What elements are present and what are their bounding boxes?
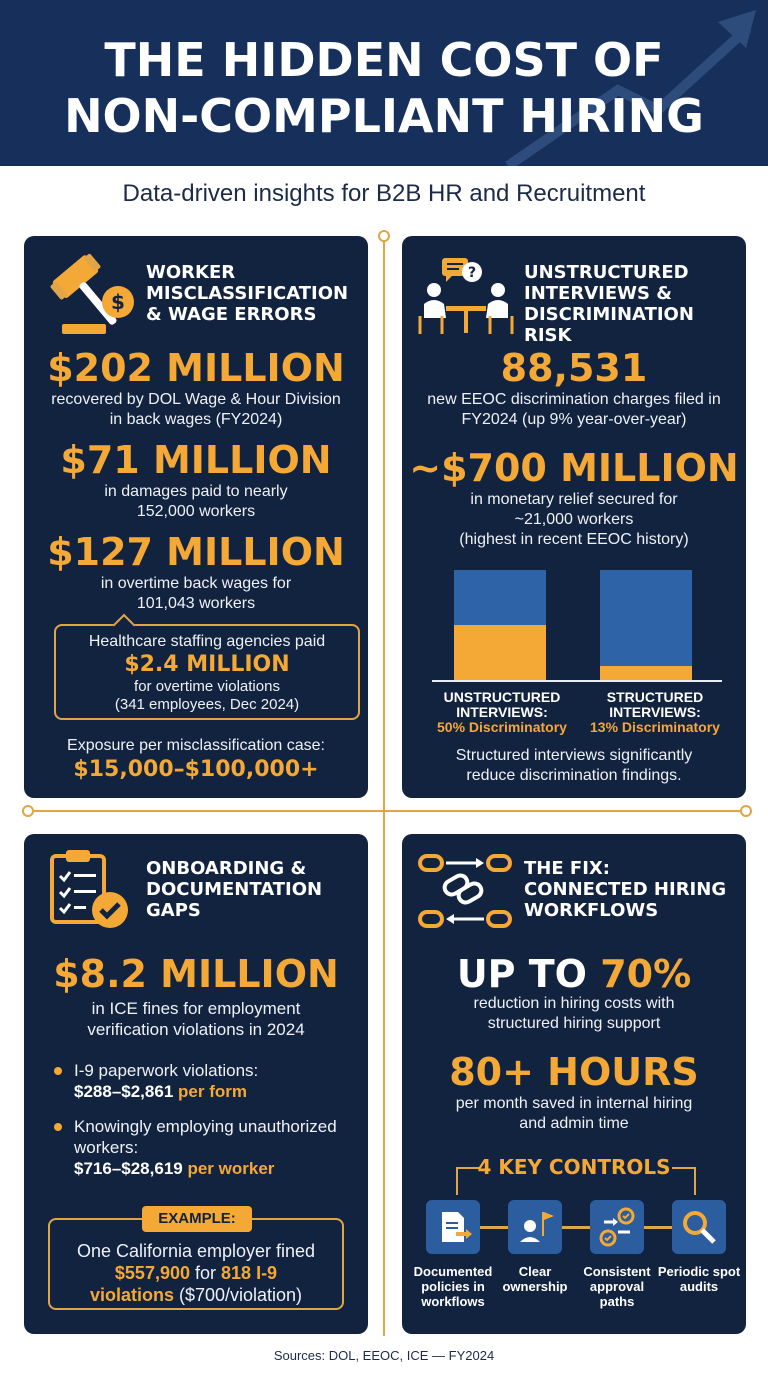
stat-eeoc-charges: 88,531 bbox=[500, 346, 648, 390]
control-label-documented: Documented policies in workflows bbox=[413, 1264, 493, 1309]
example-line-2 bbox=[50, 1262, 342, 1284]
stat-overtime: $127 MILLION bbox=[47, 530, 345, 574]
divider-node-left bbox=[22, 805, 34, 817]
bullet-i9-unit: per form bbox=[178, 1082, 247, 1101]
stat-ice-fines: $8.2 MILLION bbox=[53, 952, 339, 996]
exposure-label: Exposure per misclassification case: bbox=[67, 737, 325, 754]
bar-category-unstructured: UNSTRUCTURED INTERVIEWS: bbox=[443, 689, 561, 720]
example-amount: $557,900 bbox=[114, 1263, 190, 1283]
stat-hours-saved: 80+ HOURS bbox=[449, 1050, 699, 1094]
bullet-unauthorized-range: $716–$28,619 bbox=[74, 1159, 183, 1178]
bar-category-structured: STRUCTURED INTERVIEWS: bbox=[606, 689, 704, 720]
person-flag-icon bbox=[508, 1200, 562, 1254]
bullet-i9-range: $288–$2,861 bbox=[74, 1082, 174, 1101]
approval-path-icon bbox=[590, 1200, 644, 1254]
stat-cost-reduction bbox=[402, 952, 746, 996]
example-line-3 bbox=[50, 1284, 342, 1306]
interview-people-icon bbox=[416, 256, 516, 336]
stat-eeoc-charges-desc: new EEOC discrimination charges filed in FY2024 (up 9% year-over-year) bbox=[427, 391, 721, 428]
bar-unstructured bbox=[454, 570, 546, 680]
card-misclassification bbox=[24, 236, 368, 798]
card-title: THE FIX: CONNECTED HIRING WORKFLOWS bbox=[524, 858, 727, 921]
bar-structured-value bbox=[600, 666, 692, 680]
stat-back-wages-desc: recovered by DOL Wage & Hour Division in back wages (FY2024) bbox=[51, 391, 341, 428]
title-line-2: NON-COMPLIANT HIRING bbox=[64, 89, 704, 143]
callout-line-3: (341 employees, Dec 2024) bbox=[114, 696, 300, 713]
example-for: for bbox=[195, 1263, 217, 1283]
example-count: 818 I-9 bbox=[221, 1263, 278, 1283]
bullet-i9-label: I-9 paperwork violations: bbox=[74, 1061, 259, 1080]
bar-unstructured-value bbox=[454, 625, 546, 680]
divider-node-right bbox=[740, 805, 752, 817]
card-the-fix bbox=[402, 834, 746, 1334]
bullet-unauthorized-unit: per worker bbox=[187, 1159, 275, 1178]
stat-relief-desc-2: ~21,000 workers bbox=[514, 511, 634, 528]
card-title: ONBOARDING & DOCUMENTATION GAPS bbox=[146, 858, 323, 921]
stat-relief-desc-3: (highest in recent EEOC history) bbox=[459, 531, 689, 548]
controls-connector bbox=[452, 1226, 702, 1229]
horizontal-divider bbox=[28, 810, 740, 812]
control-label-approval: Consistent approval paths bbox=[583, 1264, 651, 1309]
stat-ice-fines-desc: in ICE fines for employment verification violations in 2024 bbox=[87, 999, 305, 1039]
control-label-ownership: Clear ownership bbox=[502, 1264, 568, 1294]
svg-text:$: $ bbox=[111, 290, 125, 314]
stat-cost-reduction-desc: reduction in hiring costs with structured hiring support bbox=[473, 995, 675, 1032]
bar-structured-remainder bbox=[600, 570, 692, 666]
sources-footer: Sources: DOL, EEOC, ICE — FY2024 bbox=[273, 1348, 495, 1363]
healthcare-callout bbox=[54, 624, 360, 720]
stat-hours-saved-desc: per month saved in internal hiring and admin time bbox=[455, 1095, 693, 1132]
bullet-i9-paperwork bbox=[52, 1060, 352, 1102]
bullet-unauthorized-label: Knowingly employing unauthorized workers: bbox=[74, 1117, 337, 1157]
stat-overtime-desc: in overtime back wages for 101,043 workers bbox=[100, 575, 292, 612]
bar-unstructured-remainder bbox=[454, 570, 546, 625]
magnifier-icon bbox=[672, 1200, 726, 1254]
page-subtitle: Data-driven insights for B2B HR and Recruitment bbox=[122, 180, 646, 207]
svg-text:?: ? bbox=[467, 265, 477, 281]
exposure-value: $15,000–$100,000+ bbox=[73, 757, 319, 782]
gavel-dollar-icon bbox=[40, 252, 140, 342]
stat-damages-desc: in damages paid to nearly 152,000 workers bbox=[104, 483, 288, 520]
bullet-unauthorized bbox=[52, 1116, 352, 1179]
card-interviews bbox=[402, 236, 746, 798]
callout-amount: $2.4 MILLION bbox=[124, 652, 290, 677]
card-title: UNSTRUCTURED INTERVIEWS & DISCRIMINATION RISK bbox=[524, 262, 694, 346]
stat-monetary-relief: ~$700 MILLION bbox=[409, 446, 739, 490]
header-banner bbox=[0, 0, 768, 166]
title-line-1: THE HIDDEN COST OF bbox=[104, 33, 664, 87]
callout-line-2: for overtime violations bbox=[134, 678, 280, 695]
bar-label-structured bbox=[580, 690, 730, 735]
control-label-audits: Periodic spot audits bbox=[657, 1264, 741, 1294]
callout-line-1: Healthcare staffing agencies paid bbox=[88, 633, 326, 650]
divider-node-top bbox=[378, 230, 390, 242]
stat-cost-reduction-prefix: UP TO bbox=[456, 952, 587, 996]
stat-cost-reduction-value: 70% bbox=[600, 952, 692, 996]
card-onboarding bbox=[24, 834, 368, 1334]
vertical-divider bbox=[383, 236, 385, 1336]
example-rate: ($700/violation) bbox=[178, 1285, 303, 1305]
example-line-1: One California employer fined bbox=[76, 1241, 316, 1261]
card-title: WORKER MISCLASSIFICATION & WAGE ERRORS bbox=[146, 262, 349, 325]
bar-structured bbox=[600, 570, 692, 680]
document-arrow-icon bbox=[426, 1200, 480, 1254]
bar-value-structured: 13% Discriminatory bbox=[590, 719, 720, 735]
bar-label-unstructured bbox=[422, 690, 582, 735]
bar-value-unstructured: 50% Discriminatory bbox=[437, 719, 567, 735]
stat-back-wages: $202 MILLION bbox=[47, 346, 345, 390]
clipboard-check-icon bbox=[46, 848, 132, 932]
example-violations: violations bbox=[89, 1285, 174, 1305]
stat-damages: $71 MILLION bbox=[60, 438, 332, 482]
page-title bbox=[0, 32, 768, 144]
chart-caption: Structured interviews significantly reduce discrimination findings. bbox=[455, 747, 693, 784]
chain-link-workflow-icon bbox=[418, 854, 514, 930]
example-badge: EXAMPLE: bbox=[142, 1206, 252, 1232]
chart-baseline bbox=[432, 680, 722, 682]
stat-relief-desc-1: in monetary relief secured for bbox=[470, 491, 678, 508]
controls-title: 4 KEY CONTROLS bbox=[477, 1155, 671, 1179]
